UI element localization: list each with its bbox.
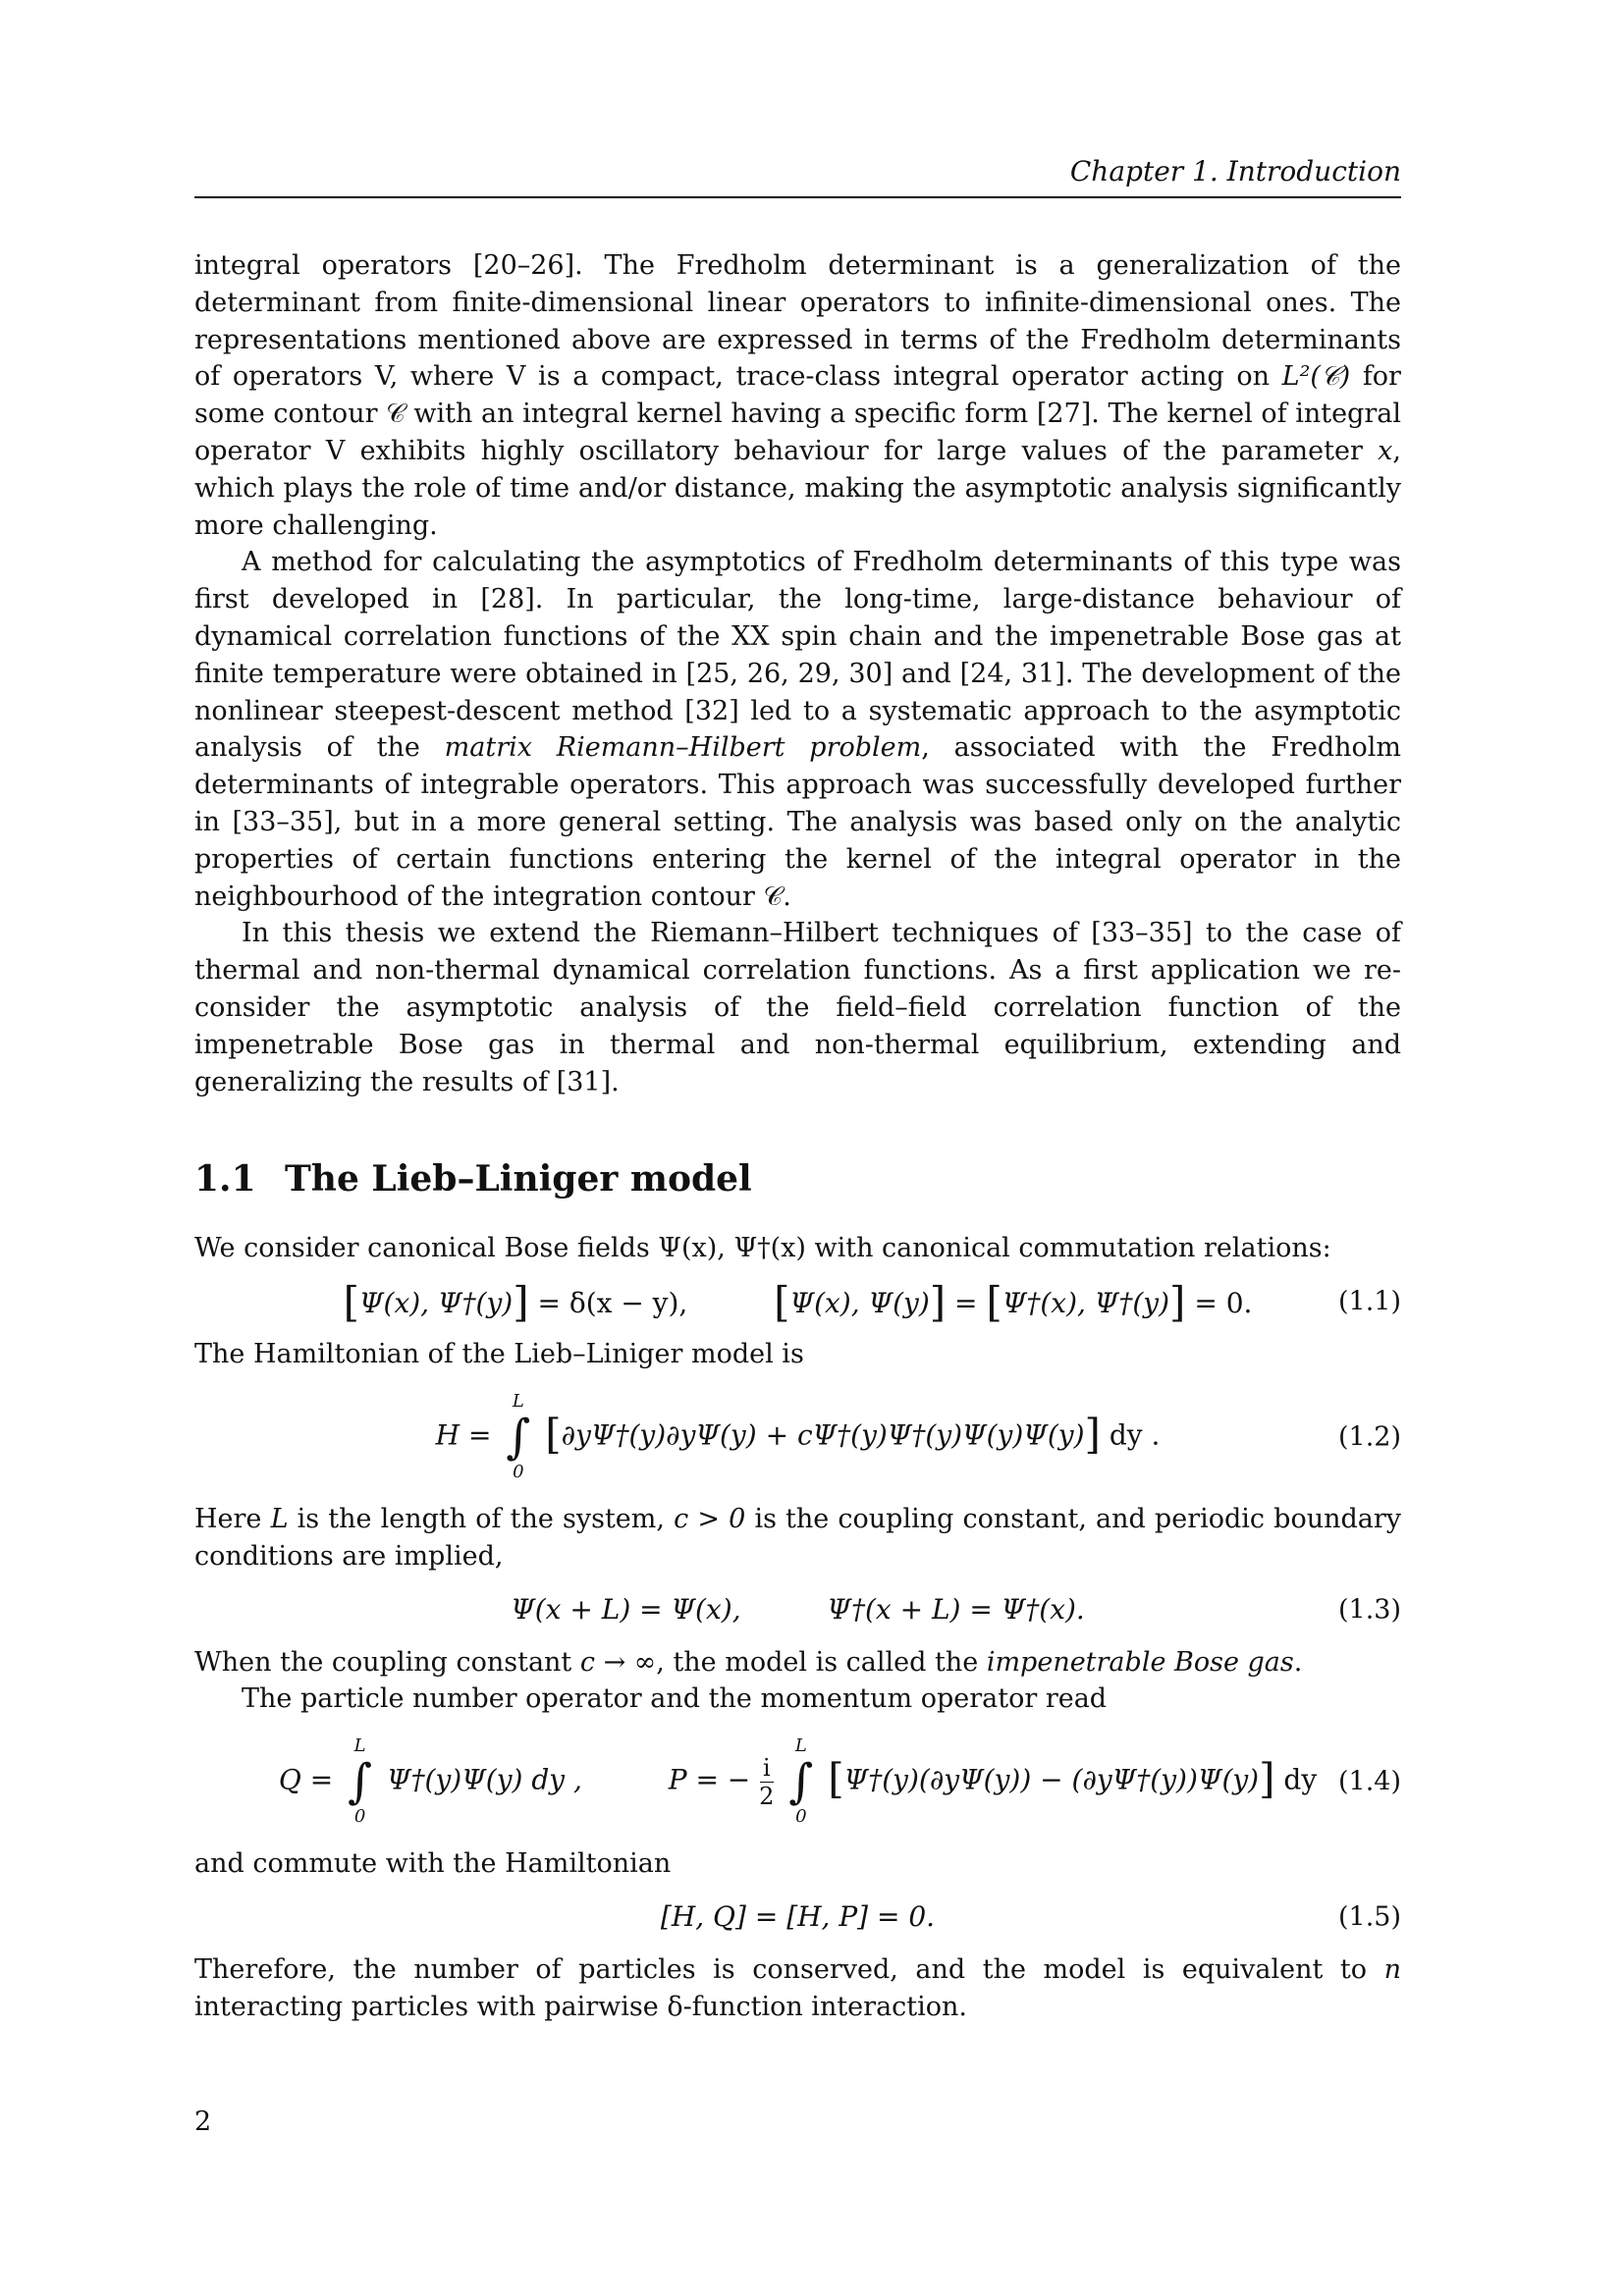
running-title: Chapter 1. Introduction	[1069, 155, 1401, 187]
text: Therefore, the number of particles is conserved, and the model is equivalent to	[194, 1953, 1368, 1985]
equation-number: (1.3)	[1337, 1594, 1401, 1626]
equation-number: (1.2)	[1337, 1421, 1401, 1453]
text: is the length of the system,	[297, 1503, 665, 1534]
equation-body	[511, 1593, 1085, 1626]
eq-term: =	[954, 1286, 978, 1319]
eq-term: Ψ(x), Ψ†(y)	[358, 1286, 514, 1319]
eq-term: = 0.	[1194, 1286, 1253, 1319]
eq-term: Ψ†(x), Ψ†(y)	[1001, 1286, 1170, 1319]
equation-1-3	[194, 1575, 1401, 1644]
sentence-impenetrable	[194, 1644, 1401, 1682]
eq-term: H =	[435, 1418, 492, 1452]
numerator: i	[760, 1754, 774, 1783]
eq-term: Ψ†(x + L) = Ψ†(x).	[827, 1593, 1085, 1627]
paragraph-thesis: In this thesis we extend the Riemann–Hilbert techniques of [33–35] to the case of thermal and non-thermal dynamical correlation functions. As a first application we re-consider the asymptotic analysis of the field–field correlation function of the impenetrable Bose gas in thermal and non-thermal equilibrium, extending and generalizing the results of [31].	[194, 918, 1401, 1097]
page-body	[194, 247, 1401, 2026]
equation-number: (1.4)	[1337, 1766, 1401, 1797]
paragraph-text: , associated with the Fredholm determinants of integrable operators. This approach was successfully developed further in [33–35], but in a more general setting. The analysis was based only on the analytic properties of certain functions entering the kernel of the integral operator in the neighbourhood of the integration contour 𝒞.	[194, 732, 1401, 912]
sentence-hamiltonian: The Hamiltonian of the Lieb–Liniger model is	[194, 1339, 804, 1370]
sentence-commute: and commute with the Hamiltonian	[194, 1848, 672, 1880]
page-number: 2	[194, 2107, 212, 2137]
equation-body: Q = L ∫ 0 Ψ†(y)Ψ(y) dy , P = − $\frac{i}{2}$ L ∫ 0 [Ψ†(y)(∂yΨ(y)) − (∂yΨ†(y))Ψ(y)] dy	[278, 1735, 1318, 1828]
equation-1-4	[194, 1718, 1401, 1845]
upper-limit: L	[512, 1390, 524, 1412]
eq-term: Ψ†(y)(∂yΨ(y)) − (∂yΨ†(y))Ψ(y)	[843, 1763, 1260, 1796]
inline-math: L	[270, 1503, 289, 1534]
running-header	[194, 149, 1401, 198]
lower-limit: 0	[353, 1806, 366, 1828]
paragraph-text: integral operators [20–26]. The Fredholm determinant is a generalization of the determinant from finite-dimensional linear operators to infinite-dimensional ones. The representations mentioned above are expressed in terms of the Fredholm determinants of operators V, where V is a compact, trace-class integral operator acting on	[194, 250, 1401, 393]
equation-1-1	[194, 1267, 1401, 1336]
text: is the coupling constant, and periodic boundary conditions are implied,	[194, 1503, 1402, 1572]
equation-1-2	[194, 1373, 1401, 1501]
equation-1-5	[194, 1883, 1401, 1951]
section-title: The Lieb–Liniger model	[285, 1158, 752, 1201]
paragraph-text: A method for calculating the asymptotics of Fredholm determinants of this type was first developed in [28]. In particular, the long-time, large-distance behaviour of dynamical correlation functions of the XX spin chain and the impenetrable Bose gas at finite temperature were obtained in [25, 26, 29, 30] and [24, 31]. The development of the nonlinear steepest-descent method [32] led to a systematic approach to the asymptotic analysis of the	[194, 547, 1401, 764]
integral-sign: L ∫ 0	[788, 1735, 814, 1828]
inline-math: L²(𝒞)	[1281, 361, 1351, 393]
eq-term: Q =	[278, 1763, 334, 1796]
integral-sign: L ∫ 0	[506, 1390, 531, 1482]
equation-number: (1.5)	[1337, 1901, 1401, 1933]
inline-math: c → ∞	[579, 1646, 657, 1678]
eq-term: Ψ†(y)Ψ(y) dy ,	[387, 1763, 582, 1796]
paragraph-text: , which plays the role of time and/or distance, making the asymptotic analysis significantly more challenging.	[194, 435, 1401, 541]
paragraph-text: for some contour 𝒞 with an integral kernel having a specific form [27]. The kernel of integral operator V exhibits highly oscillatory behaviour for large values of the parameter	[194, 361, 1401, 466]
section-number: 1.1	[194, 1158, 256, 1201]
emphasis: matrix Riemann–Hilbert problem	[444, 732, 922, 764]
equation-number: (1.1)	[1337, 1286, 1401, 1317]
sentence-fields: We consider canonical Bose fields Ψ(x), Ψ†(x) with canonical commutation relations:	[194, 1233, 1331, 1264]
lower-limit: 0	[513, 1461, 524, 1482]
eq-term: P = −	[668, 1763, 751, 1796]
paragraph-method	[194, 544, 1401, 915]
inline-math: c > 0	[674, 1503, 746, 1534]
inline-math: x	[1378, 435, 1393, 466]
fraction	[759, 1754, 774, 1810]
equation-body: [Ψ(x), Ψ†(y)] = δ(x − y), [Ψ(x), Ψ(y)] = [Ψ†(x), Ψ†(y)] = 0.	[343, 1277, 1253, 1326]
text: .	[1293, 1646, 1303, 1678]
sentence-system	[194, 1501, 1401, 1575]
lower-limit: 0	[795, 1806, 807, 1828]
emphasis: impenetrable Bose gas	[986, 1646, 1294, 1678]
text: When the coupling constant	[194, 1646, 572, 1678]
inline-math: n	[1383, 1953, 1401, 1985]
integral-sign: L ∫ 0	[348, 1735, 373, 1828]
eq-term: Ψ(x + L) = Ψ(x),	[511, 1593, 741, 1627]
eq-term: Ψ(x), Ψ(y)	[789, 1286, 930, 1319]
text: interacting particles with pairwise δ-function interaction.	[194, 1991, 967, 2022]
denominator: 2	[759, 1782, 775, 1810]
sentence-operators: The particle number operator and the momentum operator read	[242, 1683, 1108, 1715]
equation-body: [H, Q] = [H, P] = 0.	[660, 1900, 936, 1934]
text: , the model is called the	[656, 1646, 979, 1678]
paragraph-fredholm	[194, 247, 1401, 544]
text: Here	[194, 1503, 262, 1534]
eq-term: ∂yΨ†(y)∂yΨ(y) + cΨ†(y)Ψ†(y)Ψ(y)Ψ(y)	[561, 1418, 1085, 1452]
eq-term: dy .	[1109, 1418, 1161, 1452]
upper-limit: L	[794, 1735, 807, 1757]
eq-term: dy	[1283, 1763, 1318, 1796]
eq-term: = δ(x − y),	[537, 1286, 688, 1319]
section-heading	[194, 1157, 1401, 1201]
equation-body: H = L ∫ 0 [∂yΨ†(y)∂yΨ(y) + cΨ†(y)Ψ†(y)Ψ(y)Ψ(y)] dy .	[435, 1390, 1161, 1482]
sentence-conserved	[194, 1951, 1401, 2026]
upper-limit: L	[353, 1735, 366, 1757]
